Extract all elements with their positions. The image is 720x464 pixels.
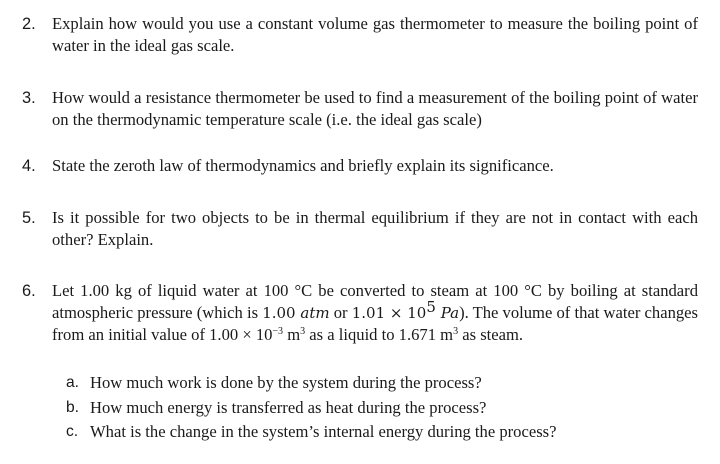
question-text: State the zeroth law of thermodynamics and briefly explain its significance. [52, 156, 554, 175]
text-fragment: as a liquid to 1.671 m [305, 325, 454, 344]
question-number: 2. [22, 15, 36, 33]
question-5 [22, 207, 698, 251]
subquestion-b [66, 396, 698, 421]
text-fragment: or [329, 303, 352, 322]
exponent: −3 [272, 326, 284, 337]
subquestion-c [66, 420, 698, 445]
question-3 [22, 87, 698, 131]
subquestion-letter: c. [66, 423, 79, 440]
math-value: 1.00 [262, 304, 301, 322]
question-4 [22, 155, 698, 177]
exponent: 3 [453, 326, 459, 337]
question-text: How would a resistance thermometer be used to find a measurement of the boiling point of water on the thermodynamic temperature scale (i.e. the ideal gas scale) [52, 88, 698, 129]
question-text [52, 280, 698, 346]
text-fragment: m [283, 325, 301, 344]
question-number: 3. [22, 89, 36, 107]
question-2 [22, 13, 698, 57]
question-text: Is it possible for two objects to be in thermal equilibrium if they are not in contact with each other? Explain. [52, 208, 698, 249]
question-number: 4. [22, 157, 36, 175]
question-number: 6. [22, 282, 36, 300]
math-value: 1.01 × 10 [351, 304, 427, 322]
subquestion-letter: b. [66, 398, 80, 416]
subquestion-a [66, 371, 698, 396]
question-6 [22, 280, 698, 346]
exponent: 3 [300, 326, 306, 337]
subquestion-letter: a. [66, 374, 80, 391]
math-exponent: 5 [426, 298, 436, 316]
text-fragment: ). The volume of that water changes from an initial value of 1.00 × 10 [52, 303, 698, 344]
question-text: Explain how would you use a constant volume gas thermometer to measure the boiling point of water in the ideal gas scale. [52, 14, 698, 55]
subquestion-text: How much work is done by the system during the process? [90, 373, 482, 392]
subquestion-text: How much energy is transferred as heat during the process? [90, 397, 487, 417]
question-number: 5. [22, 209, 36, 227]
subquestion-text: What is the change in the system’s internal energy during the process? [90, 422, 557, 441]
subquestion-list [66, 371, 698, 445]
text-fragment: Let 1.00 kg of liquid water at 100 °C be converted to steam at 100 °C by boiling at standard atmospheric pressure (which is [52, 281, 698, 322]
math-unit: Pa [435, 304, 460, 322]
math-unit: atm [300, 304, 330, 322]
text-fragment: as steam. [458, 325, 524, 344]
